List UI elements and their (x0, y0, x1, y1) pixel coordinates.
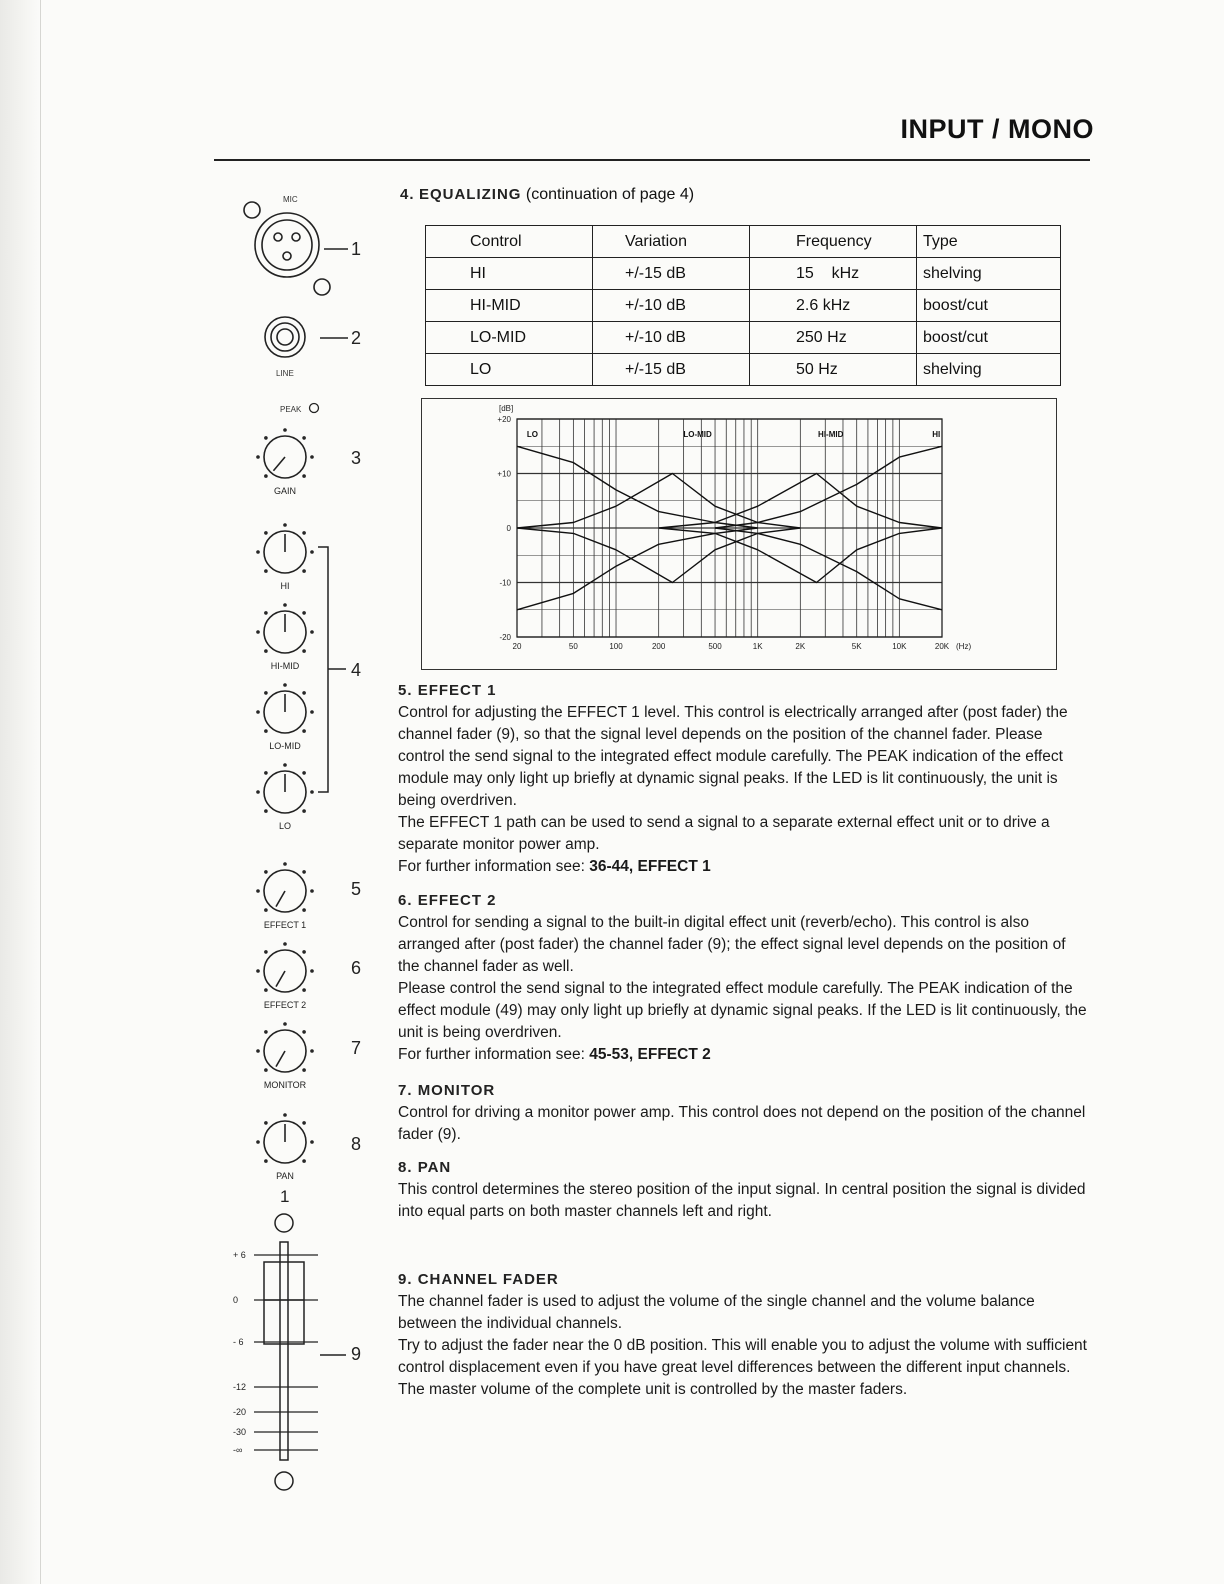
table-row (426, 258, 1061, 290)
section-4-heading (400, 186, 694, 204)
table-cell: LO-MID (426, 322, 593, 354)
knob-label: GAIN (273, 486, 297, 496)
page-title: INPUT / MONO (900, 114, 1094, 144)
section-6-para-2: Please control the send signal to the integrated effect module carefully. The PEAK indication of the effect module (49) may only light up briefly at dynamic signal peaks. If the LED is lit continuously, the unit is being overdriven. (398, 980, 1087, 1041)
callout-2: 2 (351, 328, 362, 348)
y-tick-label: -10 (499, 578, 511, 588)
section-5-para-1: Control for adjusting the EFFECT 1 level. This control is electrically arranged after (post fader) the channel fader (9), so that the signal level depends on the position of the channel fader. Please control the send signal to the integrated effect module carefully. The PEAK indication of the effect module may only light up briefly at dynamic signal peaks. If the LED is lit continuously, the unit is being overdriven. (398, 704, 1068, 809)
y-tick-label: +20 (497, 415, 511, 424)
table-header: Frequency (750, 226, 917, 258)
band-label: HI (932, 430, 941, 439)
x-tick-label: 50 (568, 642, 578, 651)
fader-scale-label: + 6 (233, 1250, 246, 1260)
table-row (426, 290, 1061, 322)
eq-table (425, 225, 1061, 386)
table-cell: +/-10 dB (593, 322, 750, 354)
knob-label: HI-MID (270, 661, 300, 671)
eq-curve-cut (517, 528, 758, 610)
screw-icon (314, 279, 330, 295)
screw-icon (244, 202, 260, 218)
table-cell: 250 Hz (750, 322, 917, 354)
knob-label: EFFECT 1 (263, 920, 307, 930)
eq-frequency-graph (421, 398, 1057, 670)
section-8-para-1: This control determines the stereo position of the input signal. In central position the signal is divided into equal parts on both master channels left and right. (398, 1181, 1086, 1220)
table-cell: boost/cut (917, 290, 1061, 322)
header-rule (214, 159, 1090, 161)
section-6-title: 6. EFFECT 2 (398, 892, 497, 909)
table-cell: +/-15 dB (593, 354, 750, 386)
knob-label: LO (278, 821, 292, 831)
table-cell: shelving (917, 354, 1061, 386)
fader-scale-label: -30 (233, 1427, 247, 1437)
table-cell: 2.6 kHz (750, 290, 917, 322)
x-tick-label: 2K (795, 642, 806, 651)
y-unit-label: [dB] (499, 404, 514, 413)
callout-5: 5 (351, 879, 362, 899)
section-6-reference: For further information see: 45-53, EFFECT 2 (398, 1046, 711, 1063)
section-5 (398, 680, 1088, 878)
fader-scale-label: 0 (233, 1295, 239, 1305)
section-5-para-2: The EFFECT 1 path can be used to send a signal to a separate external effect unit or to drive a separate monitor power amp. (398, 814, 1050, 853)
table-cell: HI-MID (426, 290, 593, 322)
x-tick-label: 5K (851, 642, 862, 651)
scan-binding-line (40, 0, 41, 1584)
table-cell: +/-10 dB (593, 290, 750, 322)
band-label: LO (526, 430, 538, 439)
y-tick-label: 0 (506, 524, 511, 533)
section-7-para-1: Control for driving a monitor power amp. This control does not depend on the position of the channel fader (9). (398, 1104, 1086, 1143)
x-tick-label: 100 (609, 642, 623, 651)
section-9-para-1: The channel fader is used to adjust the volume of the single channel and the volume balance between the individual channels. (398, 1293, 1035, 1332)
table-header: Variation (593, 226, 750, 258)
table-header: Type (917, 226, 1061, 258)
eq-curve-boost (517, 446, 758, 528)
x-tick-label: 1K (752, 642, 763, 651)
x-tick-label: 20K (934, 642, 950, 651)
eq-curve-boost (715, 446, 942, 528)
callout-4: 4 (351, 660, 362, 680)
screw-icon (275, 1214, 293, 1232)
table-cell: HI (426, 258, 593, 290)
section-8-title: 8. PAN (398, 1159, 452, 1176)
table-header-row (426, 226, 1061, 258)
section-5-reference: For further information see: 36-44, EFFECT 1 (398, 858, 711, 875)
xlr-socket-icon (255, 213, 319, 277)
table-cell: +/-15 dB (593, 258, 750, 290)
knob-label: EFFECT 2 (263, 1000, 307, 1010)
table-cell: boost/cut (917, 322, 1061, 354)
section-9-title: 9. CHANNEL FADER (398, 1271, 559, 1288)
eq-grid (517, 419, 942, 637)
table-row (426, 322, 1061, 354)
knob-label: MONITOR (263, 1080, 307, 1090)
section-9-para-2: Try to adjust the fader near the 0 dB position. This will enable you to adjust the volume with sufficient control displacement even if you have great level differences between the different input channels. The master volume of the complete unit is controlled by the master faders. (398, 1337, 1087, 1398)
knob-label: LO-MID (269, 741, 301, 751)
x-tick-label: 20 (512, 642, 522, 651)
section-6 (398, 890, 1088, 1066)
section-7-title: 7. MONITOR (398, 1082, 496, 1099)
x-tick-label: 500 (708, 642, 722, 651)
channel-number: 1 (280, 1187, 290, 1206)
channel-fader[interactable] (264, 1242, 304, 1460)
x-unit-label: (Hz) (956, 642, 972, 651)
mic-label: MIC (283, 195, 298, 204)
band-label: HI-MID (818, 430, 844, 439)
callout-7: 7 (351, 1038, 362, 1058)
section-7 (398, 1080, 1088, 1146)
table-cell: shelving (917, 258, 1061, 290)
eq-curve-cut (715, 528, 942, 610)
x-tick-label: 10K (892, 642, 907, 651)
table-header: Control (426, 226, 593, 258)
knob-label: PAN (276, 1171, 294, 1181)
callout-1: 1 (351, 239, 362, 259)
section-title: EQUALIZING (418, 186, 522, 203)
section-6-para-1: Control for sending a signal to the built-in digital effect unit (reverb/echo). This control is also arranged after (post fader) the channel fader (9); the effect signal level depends on the position of the channel fader as well. (398, 914, 1066, 975)
section-number: 4. (400, 186, 415, 203)
callout-3: 3 (351, 448, 362, 468)
table-cell: LO (426, 354, 593, 386)
channel-strip-diagram (230, 180, 380, 1520)
peak-led-icon (310, 404, 319, 413)
scan-binding-edge (0, 0, 40, 1584)
callout-8: 8 (351, 1134, 362, 1154)
callout-6: 6 (351, 958, 362, 978)
section-5-title: 5. EFFECT 1 (398, 682, 497, 699)
section-9 (398, 1269, 1088, 1401)
y-tick-label: +10 (497, 469, 511, 479)
line-label: LINE (276, 369, 294, 378)
table-cell: 50 Hz (750, 354, 917, 386)
fader-scale-label: -20 (233, 1407, 247, 1417)
peak-label: PEAK (280, 405, 302, 414)
eq-graph-svg (422, 399, 1056, 669)
screw-icon (275, 1472, 293, 1490)
y-tick-label: -20 (499, 633, 511, 642)
table-row (426, 354, 1061, 386)
table-cell: 15 kHz (750, 258, 917, 290)
x-tick-label: 200 (651, 642, 666, 651)
section-8 (398, 1157, 1088, 1223)
knob-label: HI (280, 581, 290, 591)
fader-scale-label: -∞ (233, 1445, 243, 1455)
section-suffix: (continuation of page 4) (525, 186, 695, 203)
callout-9: 9 (351, 1344, 362, 1364)
fader-scale-label: - 6 (233, 1337, 244, 1347)
fader-scale-label: -12 (233, 1382, 247, 1392)
band-label: LO-MID (683, 430, 712, 439)
